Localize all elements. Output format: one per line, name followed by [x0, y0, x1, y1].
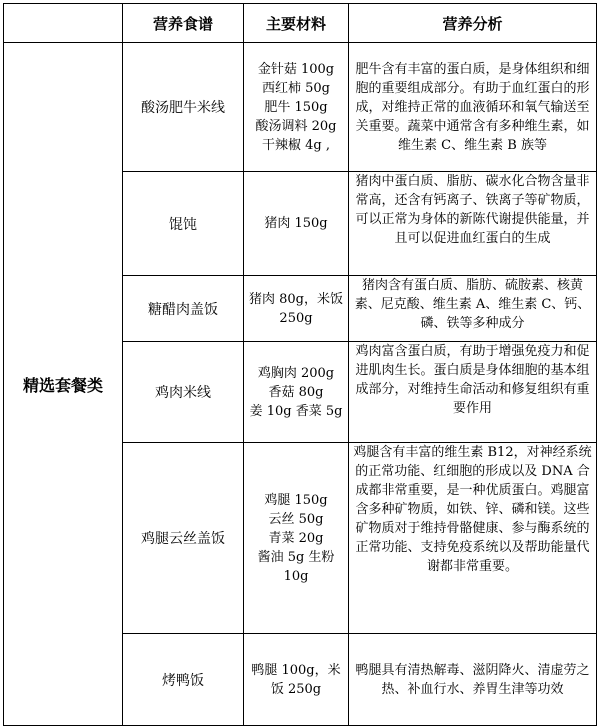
ingredient-line: 酱油 5g 生粉 10g	[257, 549, 335, 584]
ingredient-line: 肥牛 150g	[264, 99, 328, 115]
analysis-cell: 鸡腿含有丰富的维生素 B12，对神经系统的正常功能、红细胞的形成以及 DNA 合成都非常重要，是一种优质蛋白。鸡腿富含多种矿物质，如铁、锌、磷和镁。这些矿物质对于维持骨骼健康、参与酶系统的正常功能、支持免疫系统以及帮助能量代谢都非常重要。	[349, 443, 597, 634]
ingredient-line: 干辣椒 4g ,	[262, 137, 330, 153]
ingredients-cell	[244, 276, 349, 342]
ingredient-line: 鸡腿 150g	[264, 492, 328, 508]
table-row	[4, 43, 597, 172]
ingredient-line: 猪肉 150g	[264, 216, 328, 231]
recipe-name: 鸡腿云丝盖饭	[123, 443, 244, 634]
analysis-cell: 鸭腿具有清热解毒、滋阴降火、清虚劳之热、补血行水、养胃生津等功效	[349, 634, 597, 726]
ingredient-line: 西红柿 50g	[262, 80, 330, 96]
ingredient-line: 云丝 50g	[268, 511, 324, 527]
analysis-cell: 猪肉含有蛋白质、脂肪、硫胺素、核黄素、尼克酸、维生素 A、维生素 C、钙、磷、铁等多种成分	[349, 276, 597, 342]
ingredients-cell	[244, 443, 349, 634]
ingredient-line: 青菜 20g	[268, 530, 324, 546]
header-empty-cell	[4, 4, 123, 43]
ingredient-line: 姜 10g 香菜 5g	[249, 403, 343, 419]
ingredients-cell	[244, 342, 349, 443]
header-analysis: 营养分析	[349, 4, 597, 43]
ingredient-line: 鸭腿 100g，米饭 250g	[251, 662, 341, 697]
ingredient-line: 酸汤调料 20g	[255, 118, 337, 134]
recipe-name: 鸡肉米线	[123, 342, 244, 443]
category-cell: 精选套餐类	[4, 43, 123, 726]
header-recipe: 营养食谱	[123, 4, 244, 43]
recipe-table	[3, 3, 597, 726]
recipe-name: 糖醋肉盖饭	[123, 276, 244, 342]
analysis-cell: 鸡肉富含蛋白质，有助于增强免疫力和促进肌肉生长。蛋白质是身体细胞的基本组成部分，对维持生命活动和修复组织有重要作用	[349, 342, 597, 443]
ingredient-line: 鸡胸肉 200g	[257, 365, 335, 381]
ingredients-cell	[244, 634, 349, 726]
ingredient-line: 猪肉 80g，米饭 250g	[249, 291, 343, 326]
ingredients-cell	[244, 172, 349, 276]
analysis-cell: 肥牛含有丰富的蛋白质，是身体组织和细胞的重要组成部分。有助于血红蛋白的形成，对维持正常的血液循环和氧气输送至关重要。蔬菜中通常含有多种维生素，如维生素 C、维生素 B 族等	[349, 43, 597, 172]
recipe-name: 烤鸭饭	[123, 634, 244, 726]
ingredient-line: 金针菇 100g	[257, 61, 335, 77]
analysis-cell: 猪肉中蛋白质、脂肪、碳水化合物含量非常高，还含有钙离子、铁离子等矿物质，可以正常为身体的新陈代谢提供能量，并且可以促进血红蛋白的生成	[349, 172, 597, 276]
recipe-name: 馄饨	[123, 172, 244, 276]
ingredients-cell	[244, 43, 349, 172]
ingredient-line: 香菇 80g	[268, 384, 324, 400]
header-row	[4, 4, 597, 43]
header-ingredients: 主要材料	[244, 4, 349, 43]
recipe-name: 酸汤肥牛米线	[123, 43, 244, 172]
